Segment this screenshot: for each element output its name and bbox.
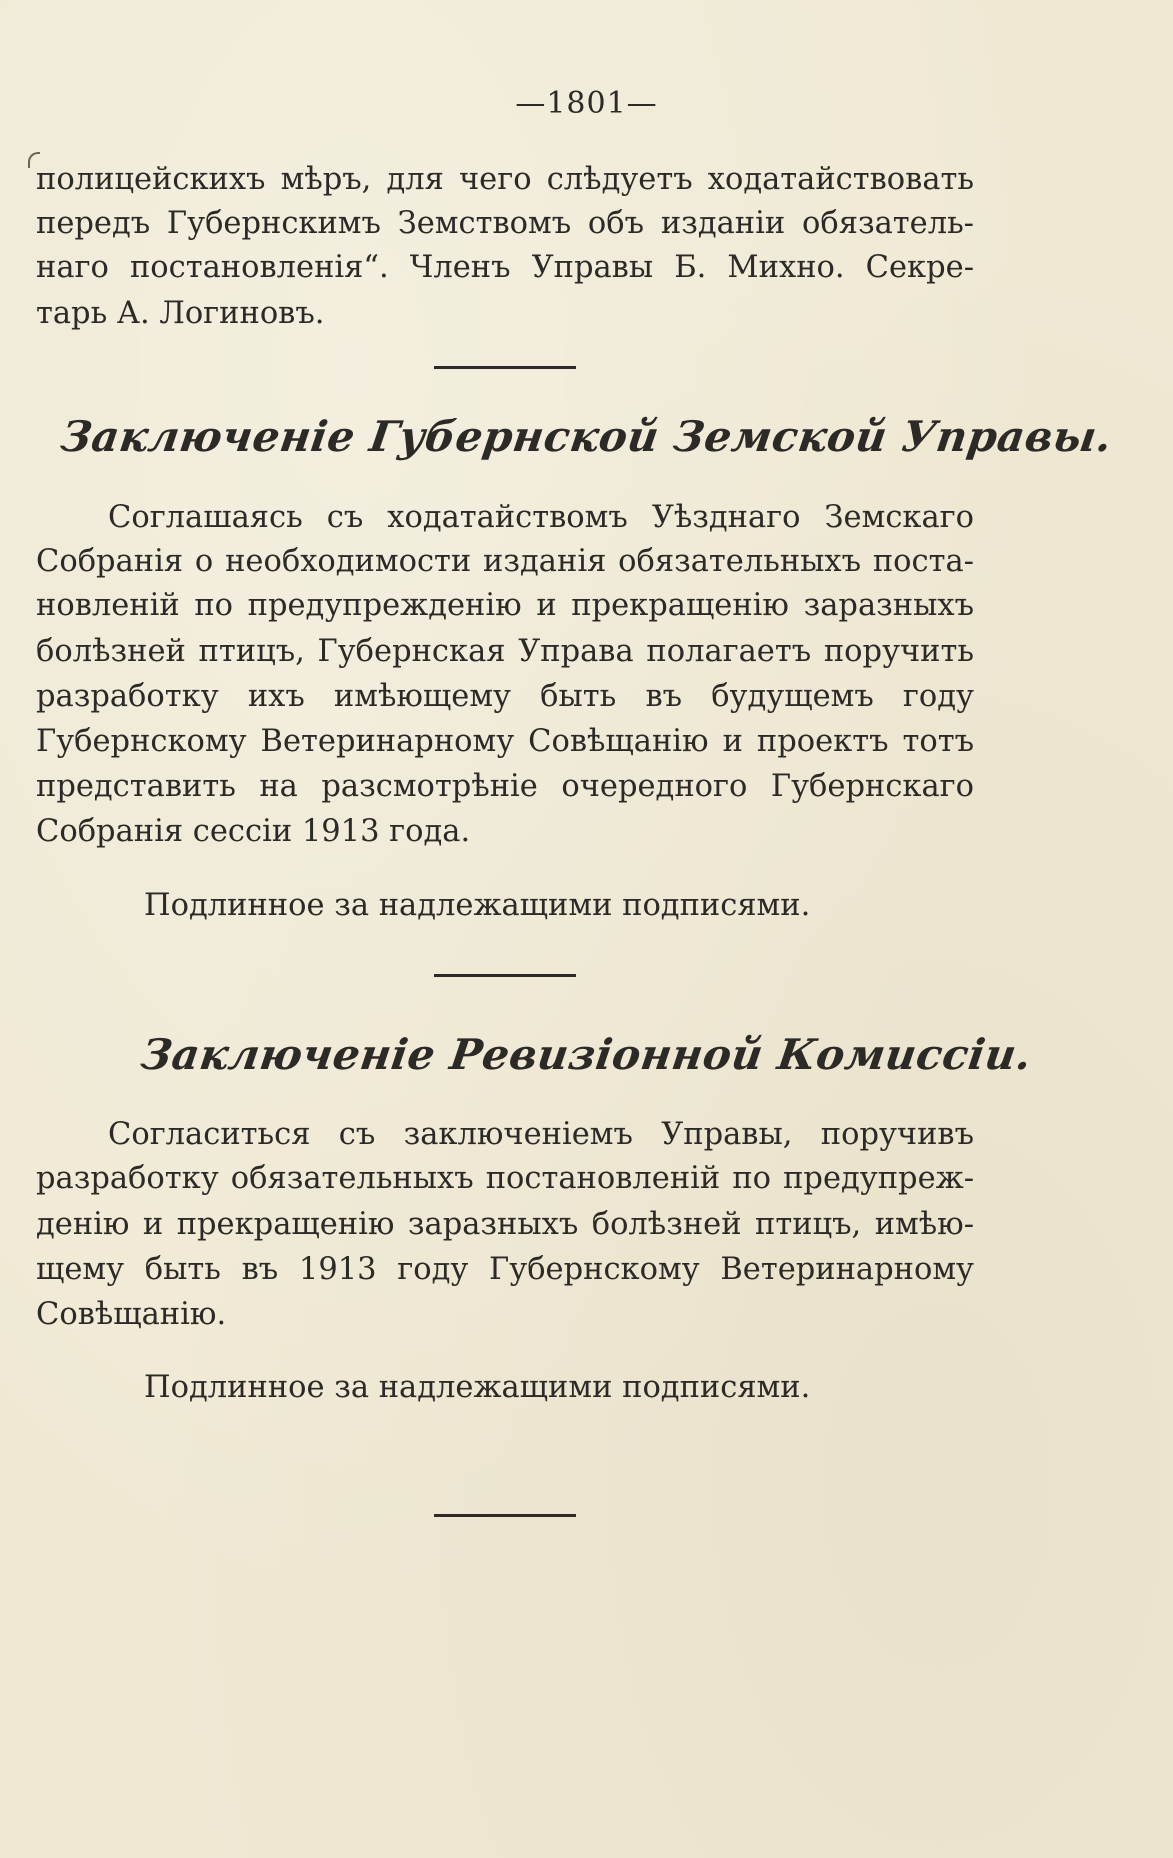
paragraph1-line: наго постановленія“. Членъ Управы Б. Михно. Секре- <box>36 250 974 285</box>
section1-line: болѣзней птицъ, Губернская Управа полагаетъ поручить <box>36 634 974 669</box>
section1-line: Губернскому Ветеринарному Совѣщанію и проектъ тотъ <box>36 724 974 759</box>
section2-line: щему быть въ 1913 году Губернскому Ветеринарному <box>36 1252 974 1287</box>
section2-heading: Заключеніе Ревизіонной Комиссіи. <box>138 1030 1035 1079</box>
section1-line: Соглашаясь съ ходатайствомъ Уѣзднаго Земскаго <box>108 500 974 535</box>
section1-line: представить на разсмотрѣніе очередного Губернскаго <box>36 769 974 804</box>
section2-line: Совѣщанію. <box>36 1297 227 1332</box>
page-number: —1801— <box>515 86 658 121</box>
section1-signature-note: Подлинное за надлежащими подписями. <box>144 888 811 923</box>
section1-line: разработку ихъ имѣющему быть въ будущемъ году <box>36 679 974 714</box>
section-divider <box>434 974 576 977</box>
section2-line: денію и прекращенію заразныхъ болѣзней птицъ, имѣю- <box>36 1207 974 1242</box>
paragraph1-line: тарь А. Логиновъ. <box>36 296 325 331</box>
section2-line: Согласиться съ заключеніемъ Управы, поручивъ <box>108 1117 974 1152</box>
section-divider <box>434 1514 576 1517</box>
paragraph1-line: полицейскихъ мѣръ, для чего слѣдуетъ ходатайствовать <box>36 162 974 197</box>
section1-heading: Заключеніе Губернской Земской Управы. <box>57 412 1116 461</box>
section2-line: разработку обязательныхъ постановленій по предупреж- <box>36 1161 974 1196</box>
section1-line: Собранія о необходимости изданія обязательныхъ поста- <box>36 544 974 579</box>
section1-line: Собранія сессіи 1913 года. <box>36 814 471 849</box>
section-divider <box>434 366 576 369</box>
section1-line: новленій по предупрежденію и прекращенію заразныхъ <box>36 588 974 623</box>
paragraph1-line: передъ Губернскимъ Земствомъ объ изданіи обязатель- <box>36 206 974 241</box>
section2-signature-note: Подлинное за надлежащими подписями. <box>144 1370 811 1405</box>
